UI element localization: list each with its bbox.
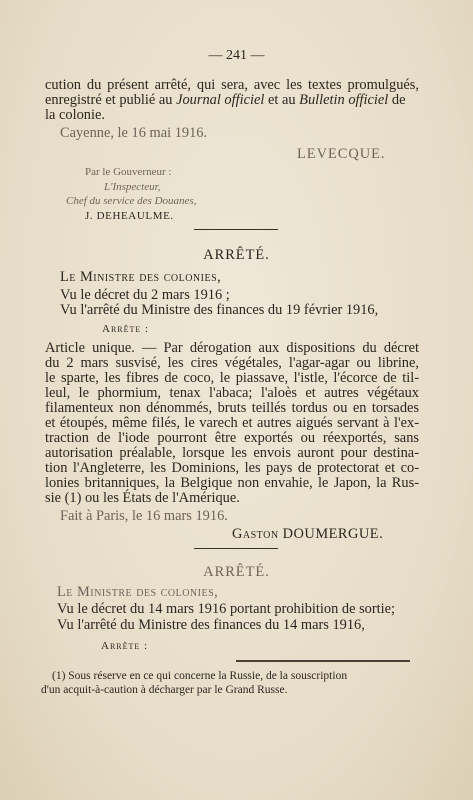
intro-line-2-c: et au <box>264 92 300 108</box>
intro-signature: LEVECQUE. <box>297 146 386 162</box>
journal-officiel: Journal officiel <box>176 92 265 108</box>
article-line-8: autorisation préalable, lorsque les envois auront pour destina- <box>45 445 419 461</box>
intro-line-2-e: de <box>388 92 406 108</box>
governor-line-1: L'Inspecteur, <box>104 181 161 193</box>
article-line-3: le sparte, les fibres de coco, le piassave, l'istle, l'écorce de til- <box>45 370 419 386</box>
intro-place-date: Cayenne, le 16 mai 1916. <box>60 125 208 141</box>
arrete1-vu-2: Vu l'arrêté du Ministre des finances du 19 février 1916, <box>60 302 379 318</box>
governor-name: J. DEHEAULME. <box>85 210 174 222</box>
article-line-1: Article unique. — Par dérogation aux dispositions du décret <box>45 340 419 356</box>
intro-line-3: la colonie. <box>45 107 105 123</box>
divider-2 <box>194 548 278 549</box>
arrete2-minister: Le Ministre des colonies, <box>57 584 219 600</box>
bulletin-officiel: Bulletin officiel <box>299 92 389 108</box>
arrete1-arrete-label: Arrête : <box>102 323 150 335</box>
arrete2-arrete-label: Arrête : <box>101 640 149 652</box>
article-line-11: sie (1) ou les États de l'Amérique. <box>45 490 240 506</box>
footnote-line-1: (1) Sous réserve en ce qui concerne la Russie, de la souscription <box>52 670 348 682</box>
arrete1-minister: Le Ministre des colonies, <box>60 269 222 285</box>
governor-line-2: Chef du service des Douanes, <box>66 195 197 207</box>
article-line-9: tion l'Angleterre, les Dominions, les pays de protectorat et co- <box>45 460 419 476</box>
footnote-rule <box>236 660 410 662</box>
article-line-10: lonies britanniques, la Belgique non envahie, le Japon, la Rus- <box>45 475 419 491</box>
arrete2-vu-1: Vu le décret du 14 mars 1916 portant prohibition de sortie; <box>57 601 396 617</box>
arrete1-vu-1: Vu le décret du 2 mars 1916 ; <box>60 287 230 303</box>
intro-line-2 <box>45 92 419 108</box>
article-line-5: filamenteux non dénommés, bruts teillés tordus ou en torsades <box>45 400 419 416</box>
arrete1-signature: Gaston DOUMERGUE. <box>232 526 384 542</box>
arrete2-heading: ARRÊTÉ. <box>203 564 270 580</box>
article-line-2: du 2 mars susvisé, les cires végétales, l'agar-agar ou librine, <box>45 355 419 371</box>
arrete1-place-date: Fait à Paris, le 16 mars 1916. <box>60 508 228 524</box>
footnote-line-2: d'un acquit-à-caution à décharger par le Grand Russe. <box>41 684 288 696</box>
page-number: — 241 — <box>208 48 265 63</box>
divider-1 <box>194 229 278 230</box>
intro-line-1: cution du présent arrêté, qui sera, avec les textes promulgués, <box>45 77 419 93</box>
arrete1-heading: ARRÊTÉ. <box>203 247 270 263</box>
governor-label: Par le Gouverneur : <box>85 166 172 178</box>
article-line-4: leul, le phormium, tenax l'abaca; l'aloès et autres végétaux <box>45 385 419 401</box>
intro-line-2-a: enregistré et publié au <box>45 92 177 108</box>
arrete2-vu-2: Vu l'arrêté du Ministre des finances du 14 mars 1916, <box>57 617 365 633</box>
article-line-7: traction de l'iode pourront être exportés ou réexportés, sans <box>45 430 419 446</box>
article-line-6: et étoupés, même filés, le varech et autres aigués servant à l'ex- <box>45 415 419 431</box>
